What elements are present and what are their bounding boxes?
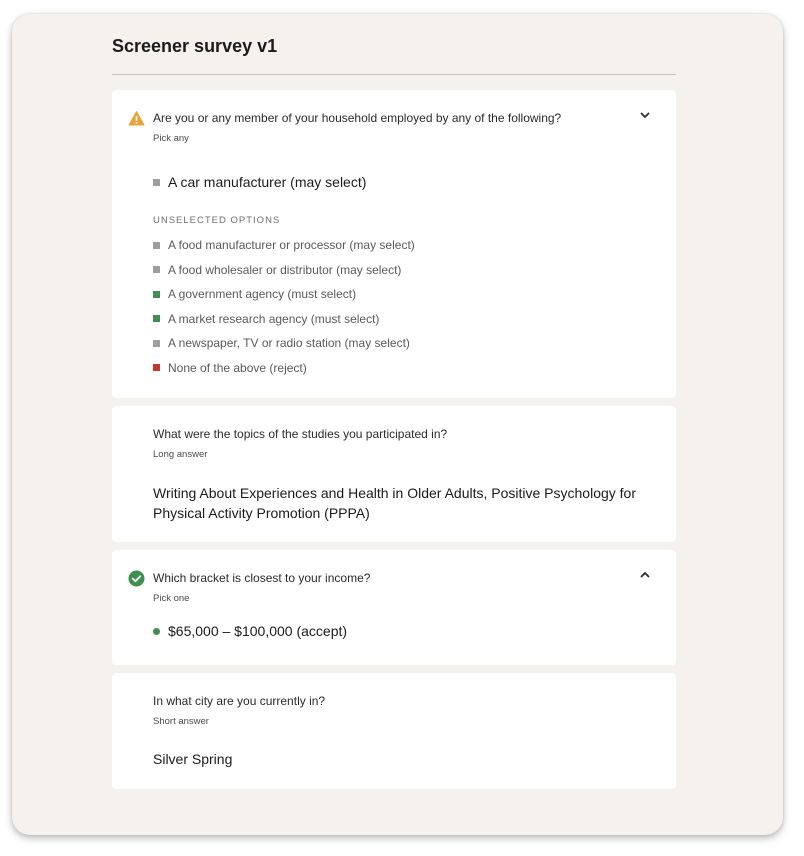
must-select-marker — [153, 291, 160, 298]
may-select-marker — [153, 266, 160, 273]
unselected-option — [153, 233, 636, 258]
chevron-up-icon[interactable] — [638, 568, 652, 582]
question-text: What were the topics of the studies you participated in? — [153, 427, 448, 441]
unselected-option — [153, 258, 636, 283]
selected-option — [153, 622, 636, 640]
chevron-down-icon[interactable] — [638, 108, 652, 122]
title-divider — [112, 74, 676, 75]
reject-marker — [153, 364, 160, 371]
option-label: A food wholesaler or distributor (may select) — [168, 262, 402, 277]
selected-option-label: A car manufacturer (may select) — [168, 174, 367, 190]
survey-window — [12, 14, 783, 835]
short-answer-value: Silver Spring — [153, 751, 233, 767]
may-select-marker — [153, 242, 160, 249]
unselected-options-list — [153, 233, 636, 380]
accept-marker — [153, 628, 160, 635]
question-type: Pick one — [153, 593, 190, 604]
option-label: None of the above (reject) — [168, 360, 307, 375]
unselected-option — [153, 331, 636, 356]
may-select-marker — [153, 340, 160, 347]
unselected-option — [153, 282, 636, 307]
question-type: Short answer — [153, 716, 209, 727]
question-type: Pick any — [153, 133, 189, 144]
selected-option-label: $65,000 – $100,000 (accept) — [168, 623, 348, 639]
unselected-option — [153, 307, 636, 332]
question-card-household-employment[interactable] — [112, 90, 676, 398]
question-card-study-topics[interactable] — [112, 406, 676, 542]
option-label: A government agency (must select) — [168, 287, 357, 302]
question-type: Long answer — [153, 449, 208, 460]
page-title: Screener survey v1 — [112, 36, 278, 56]
survey-content — [112, 14, 676, 797]
option-label: A food manufacturer or processor (may select) — [168, 238, 415, 253]
may-select-marker — [153, 179, 160, 186]
warning-icon — [128, 110, 145, 127]
must-select-marker — [153, 315, 160, 322]
selected-option — [153, 173, 636, 191]
option-label: A market research agency (must select) — [168, 311, 380, 326]
option-label: A newspaper, TV or radio station (may select) — [168, 336, 410, 351]
unselected-options-heading: UNSELECTED OPTIONS — [153, 215, 281, 226]
question-card-income-bracket[interactable] — [112, 550, 676, 665]
check-circle-icon — [128, 570, 145, 587]
unselected-option — [153, 356, 636, 381]
question-text: In what city are you currently in? — [153, 694, 326, 708]
question-card-current-city[interactable] — [112, 673, 676, 789]
long-answer-value: Writing About Experiences and Health in Older Adults, Positive Psychology for Physical Activity Promotion (PPPA) — [153, 485, 636, 521]
question-text: Are you or any member of your household employed by any of the following? — [153, 111, 562, 125]
question-text: Which bracket is closest to your income? — [153, 571, 371, 585]
